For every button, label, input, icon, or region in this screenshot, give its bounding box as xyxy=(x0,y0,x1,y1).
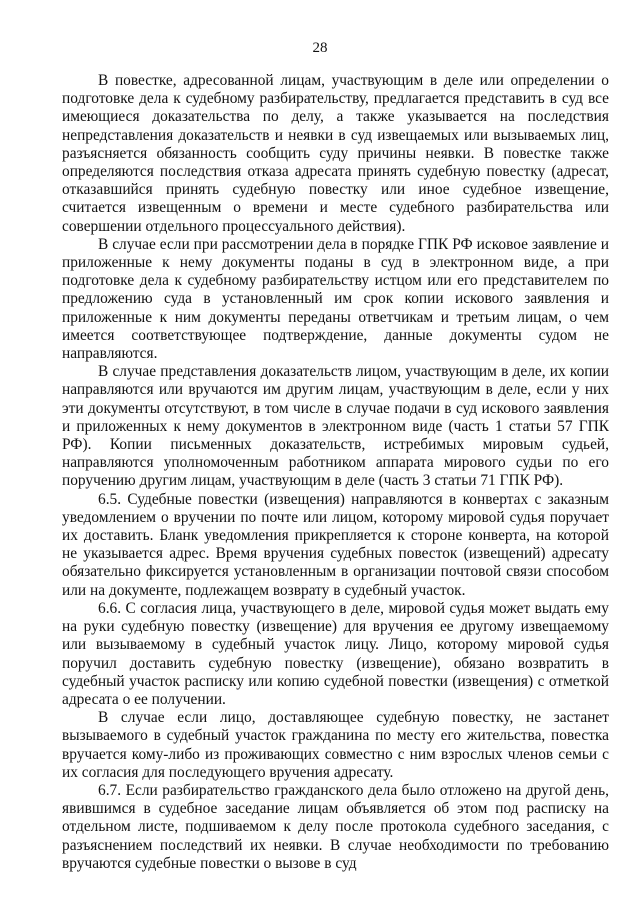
paragraph-absent-addressee: В случае если лицо, доставляющее судебную повестку, не застанет вызываемого в судебный участок гражданина по месту его жительства, повестка вручается кому-либо из проживающих совместно с ним взрослых членов семьи с их согласия для последующего вручения адресату. xyxy=(62,709,609,781)
paragraph-evidence-copies: В случае представления доказательств лицом, участвующим в деле, их копии направляются или вручаются им другим лицам, участвующим в деле, если у них эти документы отсутствуют, в том числе в случае подачи в суд искового заявления и приложенных к нему документов в электронном виде (часть 1 статьи 57 ГПК РФ). Копии письменных доказательств, истребимых мировым судьей, направляются уполномоченным работником аппарата мирового судьи по его поручению другим лицам, участвующим в деле (часть 3 статьи 71 ГПК РФ). xyxy=(62,363,609,490)
paragraph-summons-contents: В повестке, адресованной лицам, участвующим в деле или определении о подготовке дела к судебному разбирательству, предлагается представить в суд все имеющиеся доказательства по делу, а также указывается на последствия непредставления доказательств и неявки в суд извещаемых или вызываемых лиц, разъясняется обязанность сообщить суду причины неявки. В повестке также определяются последствия отказа адресата принять судебную повестку (адресат, отказавшийся принять судебную повестку или иное судебное извещение, считается извещенным о времени и месте судебного разбирательства или совершении отдельного процессуального действия). xyxy=(62,72,609,235)
page-number: 28 xyxy=(312,40,328,56)
document-body xyxy=(62,72,609,873)
paragraph-6-6: 6.6. С согласия лица, участвующего в деле, мировой судья может выдать ему на руки судебную повестку (извещение) для вручения ее другому извещаемому или вызываемому в судебный участок лицу. Лицо, которому мировой судья поручил доставить судебную повестку (извещение), обязано возвратить в судебный участок расписку или копию судебной повестки (извещения) с отметкой адресата о ее получении. xyxy=(62,599,609,708)
paragraph-6-7: 6.7. Если разбирательство гражданского дела было отложено на другой день, явившимся в судебное заседание лицам объявляется об этом под расписку на отдельном листе, подшиваемом к делу после протокола судебного заседания, с разъяснением последствий их неявки. В случае необходимости по требованию вручаются судебные повестки о вызове в суд xyxy=(62,781,609,872)
paragraph-6-5: 6.5. Судебные повестки (извещения) направляются в конвертах с заказным уведомлением о вручении по почте или лицом, которому мировой судья поручает их доставить. Бланк уведомления прикрепляется к стороне конверта, на которой не указывается адрес. Время вручения судебных повесток (извещений) адресату обязательно фиксируется установленным в организации почтовой связи способом или на документе, подлежащем возврату в судебный участок. xyxy=(62,490,609,599)
paragraph-electronic-filing: В случае если при рассмотрении дела в порядке ГПК РФ исковое заявление и приложенные к нему документы поданы в суд в электронном виде, а при подготовке дела к судебному разбирательству истцом или его представителем по предложению суда в установленный им срок копии искового заявления и приложенные к ним документы переданы ответчикам и третьим лицам, о чем имеется соответствующее подтверждение, данные документы судом не направляются. xyxy=(62,235,609,363)
